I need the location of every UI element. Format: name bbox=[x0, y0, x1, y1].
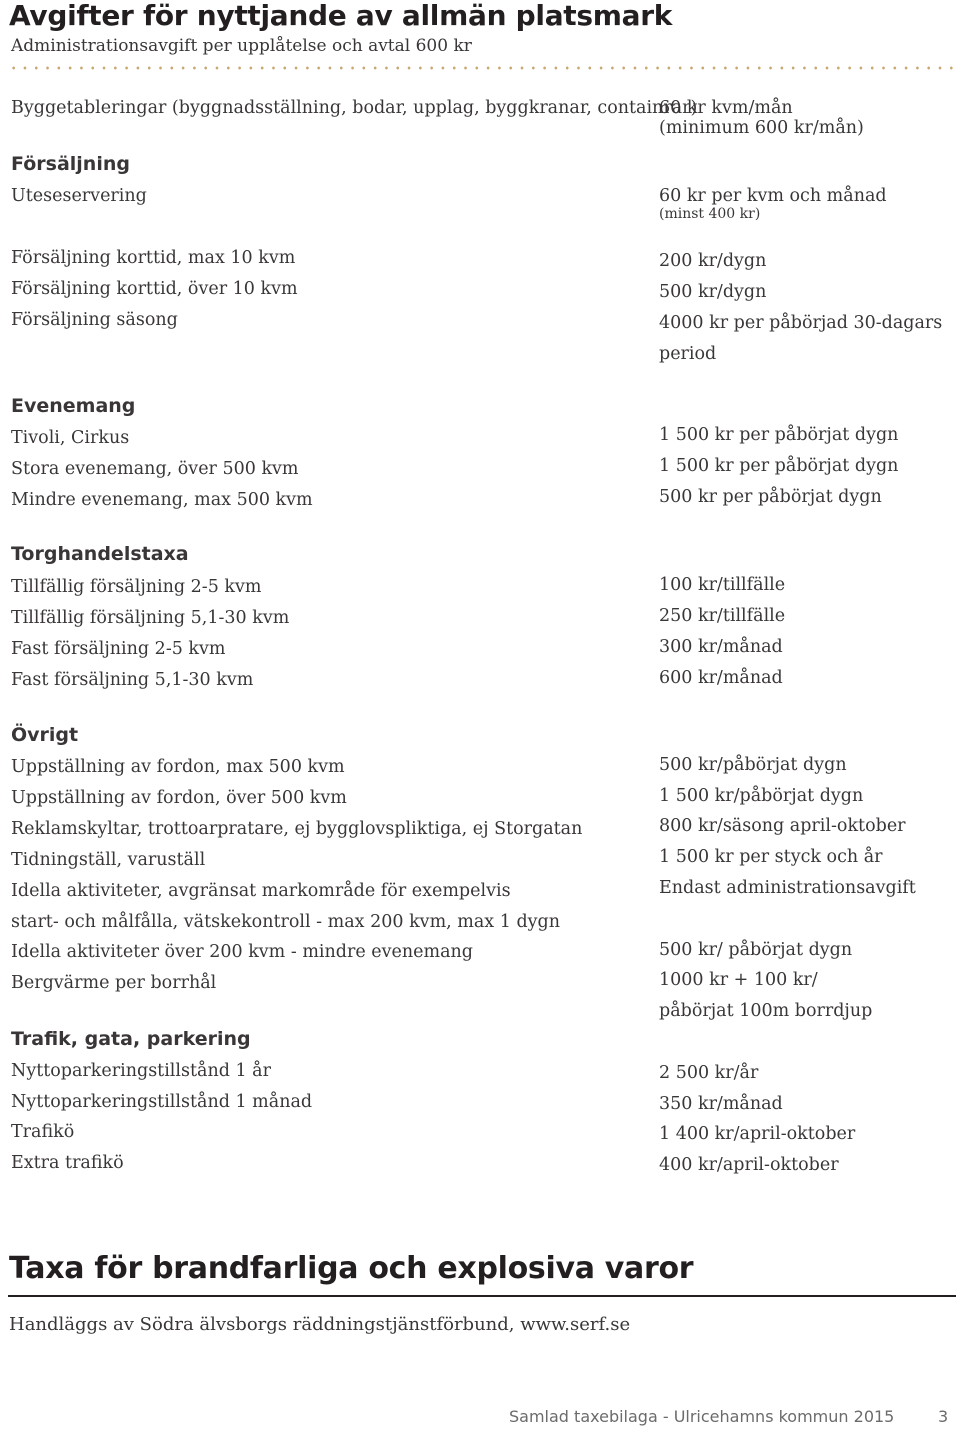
page-title: Avgifter för nyttjande av allmän platsmark bbox=[9, 0, 673, 32]
fee-label: Idella aktiviteter, avgränsat markområde för exempelvis bbox=[11, 881, 511, 901]
fee-label: Tivoli, Cirkus bbox=[11, 428, 130, 448]
fee-price: 400 kr/april-oktober bbox=[659, 1155, 839, 1175]
section-heading-ovrigt: Övrigt bbox=[11, 724, 79, 746]
section-heading-evenemang: Evenemang bbox=[11, 395, 136, 417]
brand-text: Handläggs av Södra älvsborgs räddningstjänstförbund, www.serf.se bbox=[9, 1314, 631, 1335]
fee-price: 600 kr/månad bbox=[659, 668, 783, 688]
bygg-label: Byggetableringar (byggnadsställning, bodar, upplag, byggkranar, containrar) bbox=[11, 98, 698, 118]
fee-label: Stora evenemang, över 500 kvm bbox=[11, 459, 299, 479]
fee-price: Endast administrationsavgift bbox=[659, 878, 916, 898]
fee-label: Fast försäljning 2-5 kvm bbox=[11, 639, 226, 659]
fee-label: Extra trafikö bbox=[11, 1153, 124, 1173]
fee-price: 800 kr/säsong april-oktober bbox=[659, 816, 906, 836]
fee-label: Idella aktiviteter över 200 kvm - mindre evenemang bbox=[11, 942, 473, 962]
fee-price: 1 400 kr/april-oktober bbox=[659, 1124, 856, 1144]
footer-text: Samlad taxebilaga - Ulricehamns kommun 2015 bbox=[509, 1407, 895, 1426]
bygg-price-min: (minimum 600 kr/mån) bbox=[659, 118, 864, 138]
fee-label: Bergvärme per borrhål bbox=[11, 973, 217, 993]
fee-price: 1 500 kr per påbörjat dygn bbox=[659, 456, 899, 476]
section-title-brandfarliga: Taxa för brandfarliga och explosiva varor bbox=[9, 1251, 694, 1286]
fee-price: 100 kr/tillfälle bbox=[659, 575, 786, 595]
section-heading-trafik: Trafik, gata, parkering bbox=[11, 1028, 251, 1050]
fee-label: Nyttoparkeringstillstånd 1 månad bbox=[11, 1092, 313, 1112]
dotted-divider bbox=[8, 66, 956, 70]
fee-label: Nyttoparkeringstillstånd 1 år bbox=[11, 1061, 271, 1081]
fee-label-cont: start- och målfålla, vätskekontroll - max 200 kvm, max 1 dygn bbox=[11, 912, 561, 932]
fee-price: 300 kr/månad bbox=[659, 637, 783, 657]
bygg-price: 60 kr kvm/mån bbox=[659, 98, 793, 118]
fee-label: Mindre evenemang, max 500 kvm bbox=[11, 490, 313, 510]
fee-label: Försäljning korttid, max 10 kvm bbox=[11, 248, 296, 268]
fee-price: 250 kr/tillfälle bbox=[659, 606, 786, 626]
fee-price: 500 kr/påbörjat dygn bbox=[659, 755, 847, 775]
fee-price-cont: period bbox=[659, 344, 717, 364]
fee-price: 2 500 kr/år bbox=[659, 1063, 759, 1083]
fee-label: Fast försäljning 5,1-30 kvm bbox=[11, 670, 254, 690]
fee-label: Trafikö bbox=[11, 1122, 75, 1142]
section-rule bbox=[8, 1295, 956, 1297]
fee-price: 350 kr/månad bbox=[659, 1094, 783, 1114]
page-subtitle: Administrationsavgift per upplåtelse och avtal 600 kr bbox=[11, 36, 472, 56]
fee-label: Tillfällig försäljning 2-5 kvm bbox=[11, 577, 262, 597]
fee-price: 200 kr/dygn bbox=[659, 251, 767, 271]
section-heading-forsaljning: Försäljning bbox=[11, 153, 130, 175]
fee-price: 1 500 kr per påbörjat dygn bbox=[659, 425, 899, 445]
fee-label: Reklamskyltar, trottoarpratare, ej bygglovspliktiga, ej Storgatan bbox=[11, 819, 583, 839]
fee-note: (minst 400 kr) bbox=[659, 206, 761, 222]
fee-price: 1 500 kr per styck och år bbox=[659, 847, 883, 867]
fee-price: 500 kr/ påbörjat dygn bbox=[659, 940, 853, 960]
fee-label: Försäljning korttid, över 10 kvm bbox=[11, 279, 298, 299]
fee-label: Uppställning av fordon, max 500 kvm bbox=[11, 757, 345, 777]
fee-price: 500 kr/dygn bbox=[659, 282, 767, 302]
section-heading-torghandel: Torghandelstaxa bbox=[11, 543, 189, 565]
page-number: 3 bbox=[938, 1407, 949, 1426]
fee-price: 4000 kr per påbörjad 30-dagars bbox=[659, 313, 943, 333]
fee-label: Uppställning av fordon, över 500 kvm bbox=[11, 788, 347, 808]
fee-price: 1 500 kr/påbörjat dygn bbox=[659, 786, 864, 806]
fee-label: Uteseservering bbox=[11, 186, 147, 206]
fee-label: Försäljning säsong bbox=[11, 310, 178, 330]
fee-label: Tidningställ, varuställ bbox=[11, 850, 206, 870]
fee-price: 60 kr per kvm och månad bbox=[659, 186, 887, 206]
fee-price: 500 kr per påbörjat dygn bbox=[659, 487, 882, 507]
fee-label: Tillfällig försäljning 5,1-30 kvm bbox=[11, 608, 290, 628]
fee-price: 1000 kr + 100 kr/ bbox=[659, 970, 818, 990]
fee-price-cont: påbörjat 100m borrdjup bbox=[659, 1001, 873, 1021]
